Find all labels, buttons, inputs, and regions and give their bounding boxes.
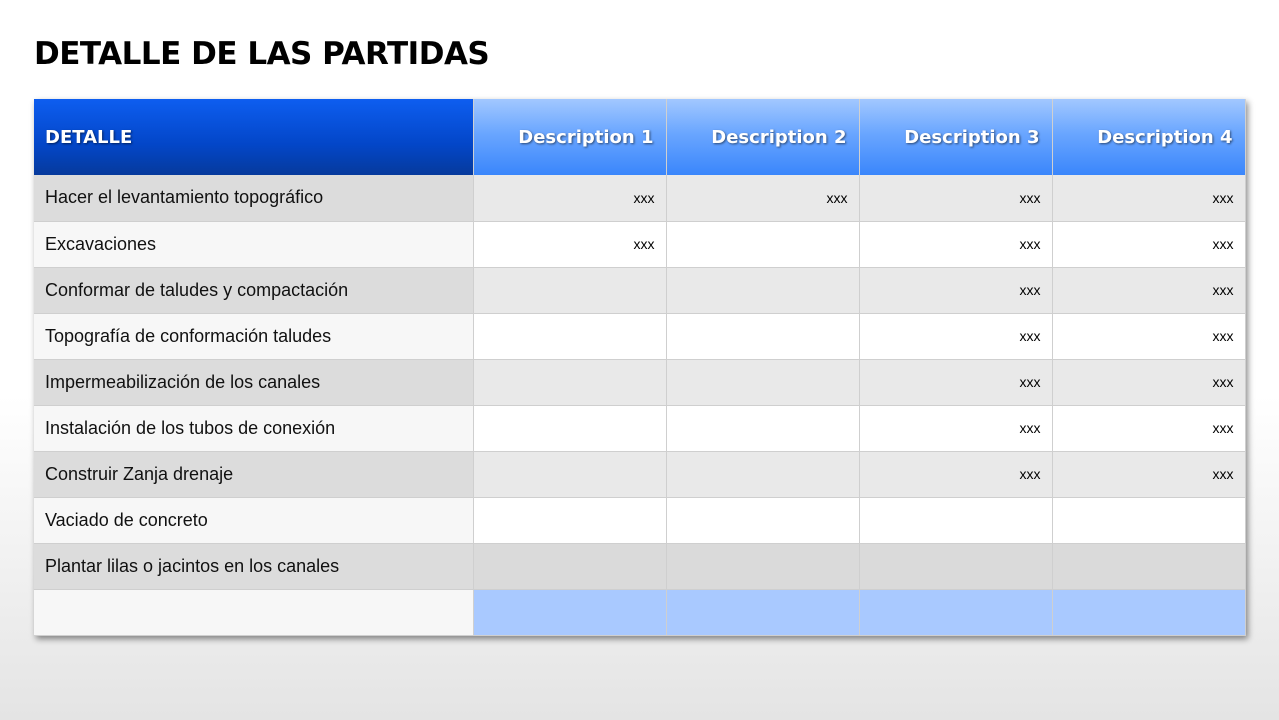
table-cell bbox=[473, 543, 666, 589]
row-label: Instalación de los tubos de conexión bbox=[34, 405, 473, 451]
table-row bbox=[34, 543, 1245, 589]
table-cell: xxx bbox=[1052, 451, 1245, 497]
table-cell: xxx bbox=[1052, 313, 1245, 359]
table-footer-row bbox=[34, 589, 1245, 635]
table-cell bbox=[666, 267, 859, 313]
header-description-1: Description 1 bbox=[473, 99, 666, 175]
row-label: Conformar de taludes y compactación bbox=[34, 267, 473, 313]
table-cell bbox=[859, 543, 1052, 589]
table-cell bbox=[666, 543, 859, 589]
table-cell bbox=[1052, 543, 1245, 589]
table-cell: xxx bbox=[473, 221, 666, 267]
table-cell bbox=[666, 589, 859, 635]
header-row bbox=[34, 99, 1245, 175]
row-label: Excavaciones bbox=[34, 221, 473, 267]
header-detalle: DETALLE bbox=[34, 99, 473, 175]
table-cell: xxx bbox=[666, 175, 859, 221]
table-cell: xxx bbox=[1052, 221, 1245, 267]
table-cell: xxx bbox=[859, 451, 1052, 497]
page-title: DETALLE DE LAS PARTIDAS bbox=[34, 36, 490, 72]
table-row bbox=[34, 313, 1245, 359]
table-cell bbox=[473, 589, 666, 635]
header-description-3: Description 3 bbox=[859, 99, 1052, 175]
table-cell bbox=[473, 267, 666, 313]
table-cell bbox=[666, 405, 859, 451]
table-row bbox=[34, 221, 1245, 267]
table-row bbox=[34, 175, 1245, 221]
table-cell bbox=[473, 451, 666, 497]
table-cell: xxx bbox=[859, 267, 1052, 313]
table-cell bbox=[1052, 589, 1245, 635]
table-row bbox=[34, 451, 1245, 497]
table-cell bbox=[859, 497, 1052, 543]
row-label: Topografía de conformación taludes bbox=[34, 313, 473, 359]
table-row bbox=[34, 359, 1245, 405]
table-cell: xxx bbox=[473, 175, 666, 221]
table-row bbox=[34, 497, 1245, 543]
table-cell bbox=[473, 313, 666, 359]
table-row bbox=[34, 405, 1245, 451]
table-cell bbox=[666, 451, 859, 497]
header-description-2: Description 2 bbox=[666, 99, 859, 175]
table-cell bbox=[473, 497, 666, 543]
detail-table-container bbox=[34, 99, 1246, 636]
table-cell: xxx bbox=[859, 313, 1052, 359]
row-label: Hacer el levantamiento topográfico bbox=[34, 175, 473, 221]
table-cell bbox=[473, 405, 666, 451]
table-cell bbox=[666, 313, 859, 359]
row-label: Plantar lilas o jacintos en los canales bbox=[34, 543, 473, 589]
table-cell bbox=[666, 359, 859, 405]
table-cell bbox=[1052, 497, 1245, 543]
table-cell: xxx bbox=[859, 359, 1052, 405]
table-cell bbox=[473, 359, 666, 405]
table-cell: xxx bbox=[1052, 405, 1245, 451]
detail-table bbox=[34, 99, 1246, 636]
table-cell bbox=[666, 497, 859, 543]
table-cell bbox=[666, 221, 859, 267]
table-cell: xxx bbox=[859, 221, 1052, 267]
table-cell: xxx bbox=[859, 175, 1052, 221]
header-description-4: Description 4 bbox=[1052, 99, 1245, 175]
row-label: Construir Zanja drenaje bbox=[34, 451, 473, 497]
row-label bbox=[34, 589, 473, 635]
row-label: Vaciado de concreto bbox=[34, 497, 473, 543]
table-cell: xxx bbox=[1052, 175, 1245, 221]
table-row bbox=[34, 267, 1245, 313]
row-label: Impermeabilización de los canales bbox=[34, 359, 473, 405]
table-cell bbox=[859, 589, 1052, 635]
table-cell: xxx bbox=[1052, 359, 1245, 405]
table-cell: xxx bbox=[1052, 267, 1245, 313]
table-cell: xxx bbox=[859, 405, 1052, 451]
